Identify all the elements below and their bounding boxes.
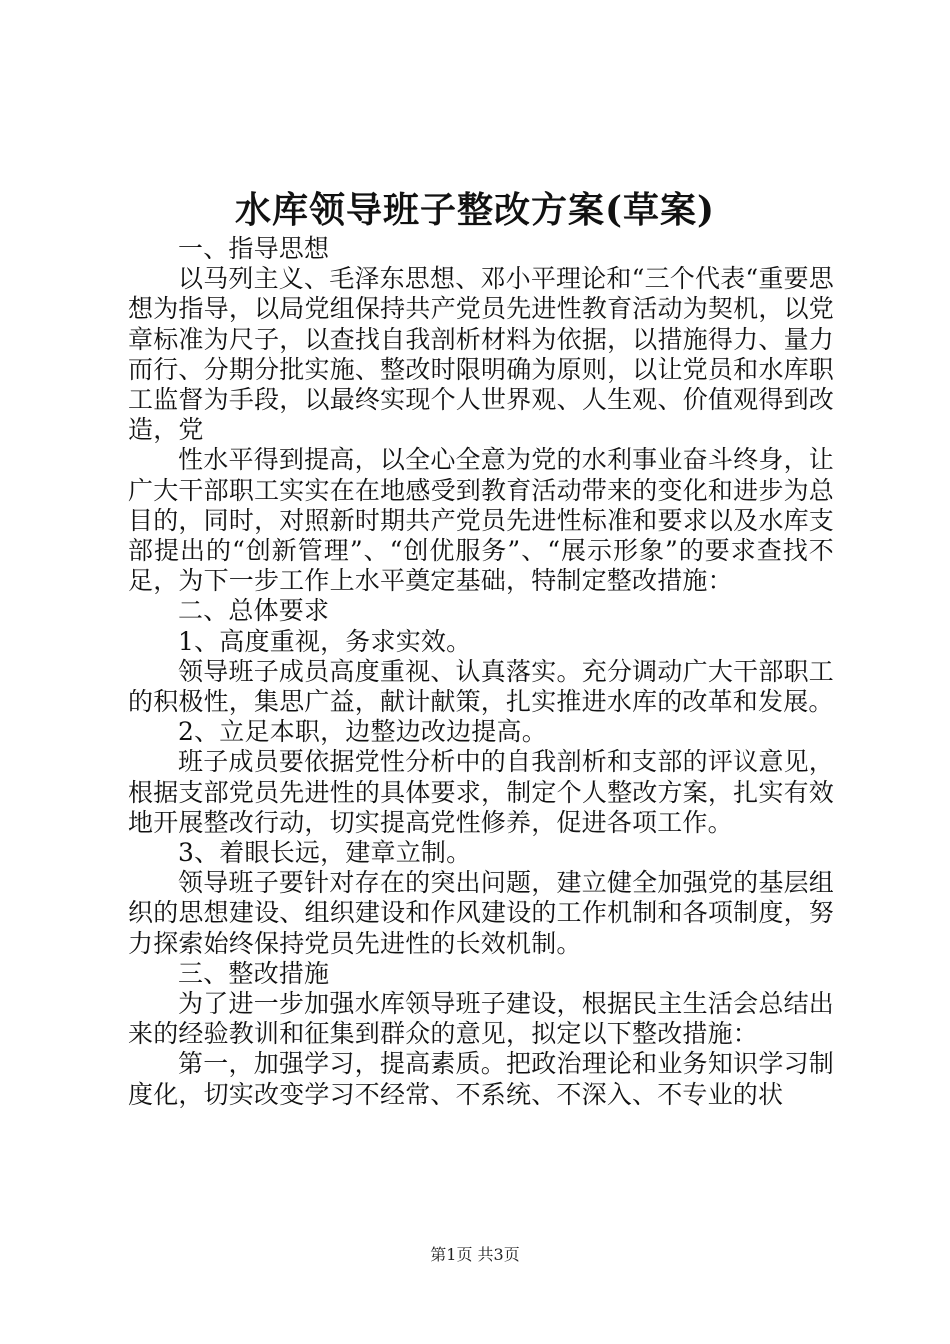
page-number-label: 第1页 共3页 <box>430 1245 520 1264</box>
subheading-item-2: 2、立足本职，边整边改边提高。 <box>178 717 547 747</box>
page-footer <box>0 1244 950 1266</box>
subheading-item-1: 1、高度重视，务求实效。 <box>178 626 472 656</box>
body-paragraph: 班子成员要依据党性分析中的自我剖析和支部的评议意见，根据支部党员先进性的具体要求，制定个人整改方案，扎实有效地开展整改行动，切实提高党性修养，促进各项工作。 <box>128 747 834 837</box>
body-paragraph: 领导班子要针对存在的突出问题，建立健全加强党的基层组织的思想建设、组织建设和作风建设的工作机制和各项制度，努力探索始终保持党员先进性的长效机制。 <box>128 868 834 958</box>
body-paragraph: 以马列主义、毛泽东思想、邓小平理论和“三个代表“重要思想为指导，以局党组保持共产党员先进性教育活动为契机，以党章标准为尺子，以查找自我剖析材料为依据，以措施得力、量力而行、分期分批实施、整改时限明确为原则，以让党员和水库职工监督为手段，以最终实现个人世界观、人生观、价值观得到改造，党 <box>128 264 834 445</box>
body-paragraph: 领导班子成员高度重视、认真落实。充分调动广大干部职工的积极性，集思广益，献计献策，扎实推进水库的改革和发展。 <box>128 656 834 717</box>
section-heading-guiding-thought: 一、指导思想 <box>178 234 330 263</box>
body-paragraph: 第一，加强学习，提高素质。把政治理论和业务知识学习制度化，切实改变学习不经常、不系统、不深入、不专业的状 <box>128 1049 834 1109</box>
section-heading-rectification-measures: 三、整改措施 <box>178 958 330 988</box>
document-title: 水库领导班子整改方案(草案) <box>234 189 716 231</box>
body-paragraph: 为了进一步加强水库领导班子建设，根据民主生活会总结出来的经验教训和征集到群众的意见，拟定以下整改措施： <box>128 989 834 1049</box>
section-heading-general-requirements: 二、总体要求 <box>178 596 330 626</box>
document-body <box>128 234 834 1110</box>
subheading-item-3: 3、着眼长远，建章立制。 <box>178 838 472 868</box>
body-paragraph: 性水平得到提高，以全心全意为党的水利事业奋斗终身，让广大干部职工实实在在地感受到教育活动带来的变化和进步为总目的，同时，对照新时期共产党员先进性标准和要求以及水库支部提出的“创新管理”、“创优服务”、“展示形象”的要求查找不足，为下一步工作上水平奠定基础，特制定整改措施： <box>128 445 834 596</box>
